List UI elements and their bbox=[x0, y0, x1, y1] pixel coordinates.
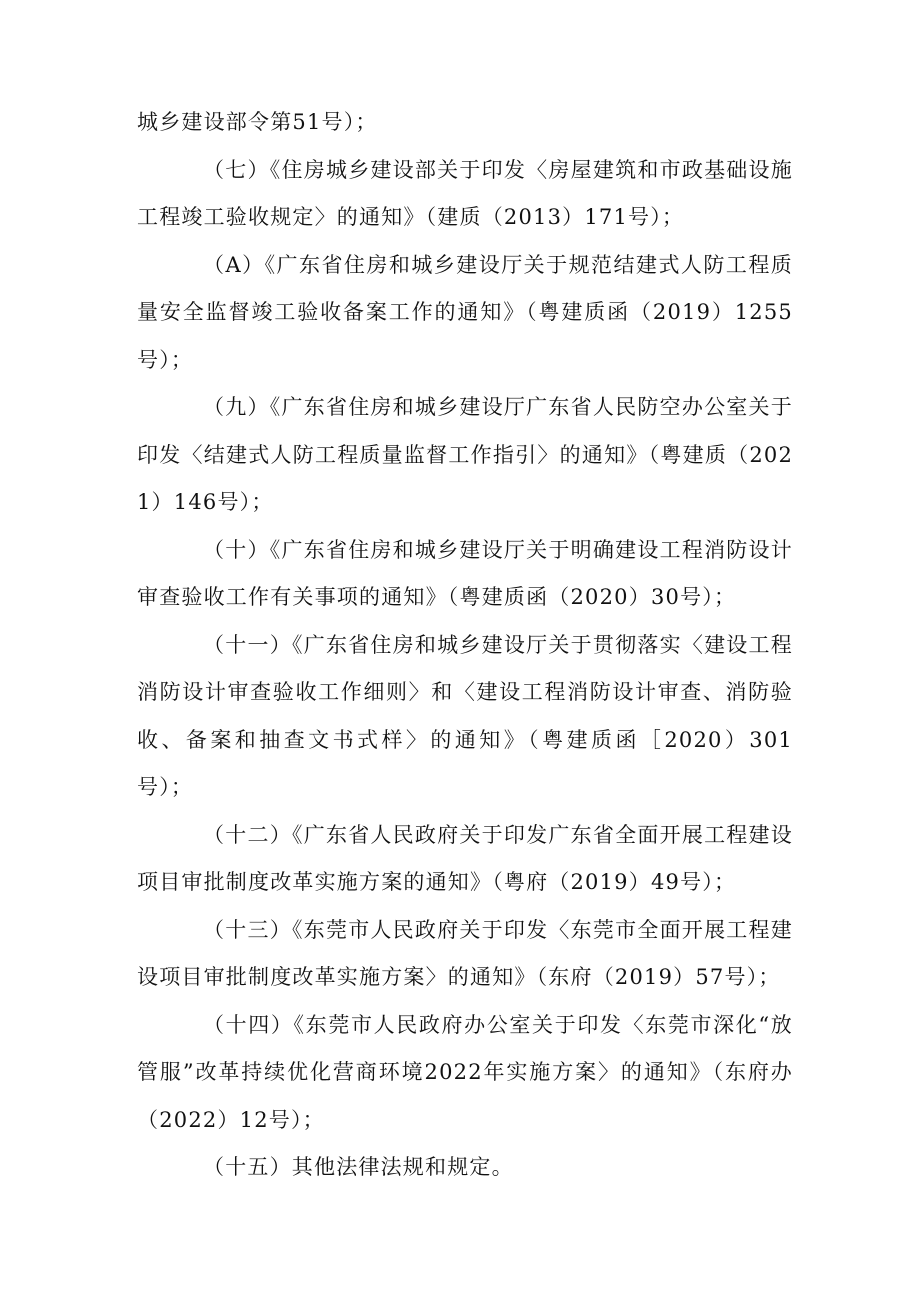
paragraph-item-15: （十五）其他法律法规和规定。 bbox=[203, 1155, 514, 1179]
paragraph-item-10: （十）《广东省住房和城乡建设厅关于明确建设工程消防设计审查验收工作有关事项的通知》（粤建质函（2020）30号）； bbox=[137, 537, 793, 609]
paragraph-item-11: （十一）《广东省住房和城乡建设厅关于贯彻落实〈建设工程消防设计审查验收工作细则〉和〈建设工程消防设计审查、消防验收、备案和抽查文书式样〉的通知》（粤建质函［2020）301号）； bbox=[137, 632, 793, 799]
paragraph-item-14: （十四）《东莞市人民政府办公室关于印发〈东莞市深化“放管服”改革持续优化营商环境2022年实施方案〉的通知》（东府办（2022）12号）； bbox=[137, 1012, 793, 1132]
paragraph-item-12: （十二）《广东省人民政府关于印发广东省全面开展工程建设项目审批制度改革实施方案的通知》（粤府（2019）49号）； bbox=[137, 822, 793, 894]
paragraph-continuation: 城乡建设部令第51号）； bbox=[137, 110, 378, 134]
document-body bbox=[137, 99, 793, 1192]
paragraph-item-8: （A）《广东省住房和城乡建设厅关于规范结建式人防工程质量安全监督竣工验收备案工作的通知》（粤建质函（2019）1255号）； bbox=[137, 252, 793, 372]
paragraph-item-13: （十三）《东莞市人民政府关于印发〈东莞市全面开展工程建设项目审批制度改革实施方案〉的通知》（东府（2019）57号）； bbox=[137, 917, 793, 989]
paragraph-item-7: （七）《住房城乡建设部关于印发〈房屋建筑和市政基础设施工程竣工验收规定〉的通知》（建质（2013）171号）； bbox=[137, 157, 793, 229]
paragraph-item-9: （九）《广东省住房和城乡建设厅广东省人民防空办公室关于印发〈结建式人防工程质量监督工作指引〉的通知》（粤建质（2021）146号）； bbox=[137, 395, 793, 514]
